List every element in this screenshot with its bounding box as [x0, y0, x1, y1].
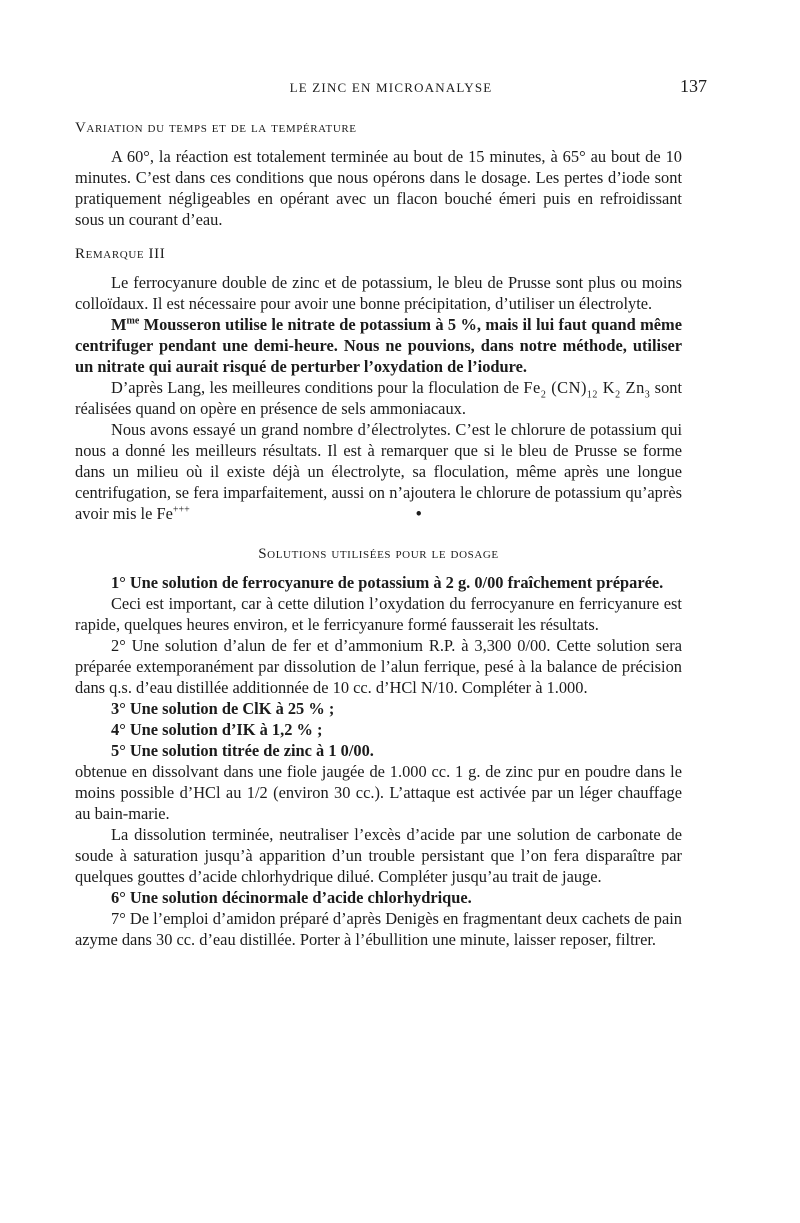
formula-zn: Zn [620, 378, 645, 397]
ink-dot: • [415, 504, 422, 523]
paragraph-colloids: Le ferrocyanure double de zinc et de potassium, le bleu de Prusse sont plus ou moins colloïdaux. Il est nécessaire pour avoir une bonne précipitation, d’utiliser un électrolyte. [75, 273, 682, 313]
honorific-sup: me [126, 315, 140, 327]
page-body [75, 118, 682, 950]
section-heading-remarque: Remarque III [75, 246, 166, 262]
honorific-m: M [111, 315, 127, 334]
section-heading-variation: Variation du temps et de la température [75, 120, 357, 136]
paragraph-lang [75, 377, 682, 419]
solution-item-6: 6° Une solution décinormale d’acide chlorhydrique. [111, 888, 472, 907]
formula-fe-sub: 2 [540, 389, 547, 401]
ferric-ion-charge: +++ [172, 504, 190, 516]
formula-fe: Fe [523, 378, 541, 397]
page-header [75, 76, 707, 100]
ferric-ion: Fe [156, 504, 173, 523]
electrolytes-text: Nous avons essayé un grand nombre d’électrolytes. C’est le chlorure de potassium qui nous a donné les meilleurs résultats. Il est à remarquer que si le bleu de Prusse se forme dans un milieu où il existe déjà un électrolyte, sa floculation, même après une longue centrifugation, se fera imparfaitement, aussi on n’ajoutera le chlorure de potassium qu’après avoir mis le [75, 420, 682, 523]
section-heading-solutions: Solutions utilisées pour le dosage [258, 546, 499, 562]
solution-item-7: 7° De l’emploi d’amidon préparé d’après Denigès en fragmentant deux cachets de pain azyme dans 30 cc. d’eau distillée. Porter à l’ébullition une minute, laisser reposer, filtrer. [75, 909, 682, 949]
solution-item-4: 4° Une solution d’IK à 1,2 % ; [111, 720, 323, 739]
paragraph-variation: A 60°, la réaction est totalement terminée au bout de 15 minutes, à 65° au bout de 10 minutes. C’est dans ces conditions que nous opérons dans le dosage. Les pertes d’iode sont pratiquement négligeables en opérant avec un flacon bouché émeri puis en refroidissant sous un courant d’eau. [75, 147, 682, 229]
running-title: LE ZINC EN MICROANALYSE [289, 80, 493, 95]
paragraph-mousseron [75, 314, 682, 377]
formula-cn: (CN) [546, 378, 587, 397]
mousseron-text: Mousseron utilise le nitrate de potassium à 5 %, mais il lui faut quand même centrifuger pendant une demi-heure. Nous ne pouvions, dans notre méthode, utiliser un nitrate qui aurait risqué de perturber l’oxydation de l’iodure. [75, 315, 682, 376]
solution-item-1-note: Ceci est important, car à cette dilution l’oxydation du ferrocyanure en ferricyanure est rapide, quelques heures environ, et le ferricyanure formé fausserait les résultats. [75, 594, 682, 634]
page-number: 137 [680, 76, 707, 96]
solution-item-1: 1° Une solution de ferrocyanure de potassium à 2 g. 0/00 fraîchement préparée. [111, 573, 664, 592]
solution-item-2: 2° Une solution d’alun de fer et d’ammonium R.P. à 3,300 0/00. Cette solution sera préparée extemporanément par dissolution de l’alun ferrique, pesé à la balance de précision dans q.s. d’eau distillée additionnée de 10 cc. d’HCl N/10. Compléter à 1.000. [75, 636, 682, 697]
solution-item-5: 5° Une solution titrée de zinc à 1 0/00. [111, 741, 374, 760]
formula-zn-sub: 3 [644, 389, 651, 401]
formula-cn-sub: 12 [586, 389, 598, 401]
solution-item-5-continuation: obtenue en dissolvant dans une fiole jaugée de 1.000 cc. 1 g. de zinc pur en poudre dans le moins possible d’HCl au 1/2 (environ 30 cc.). L’attaque est activée par un léger chauffage au bain-marie. [75, 762, 682, 823]
formula-k: K [597, 378, 616, 397]
solution-item-5-note: La dissolution terminée, neutraliser l’excès d’acide par une solution de carbonate de soude à saturation jusqu’à apparition d’un trouble persistant que l’on fera disparaître par quelques gouttes d’acide chlorhydrique dilué. Compléter jusqu’au trait de jauge. [75, 825, 682, 886]
chemical-formula [523, 378, 651, 401]
formula-k-sub: 2 [615, 389, 621, 401]
paragraph-electrolytes [75, 419, 682, 524]
solution-item-3: 3° Une solution de ClK à 25 % ; [111, 699, 335, 718]
lang-text-before: D’après Lang, les meilleures conditions pour la floculation de [111, 378, 524, 397]
lang-text-after: sont réalisées quand on opère en présence de sels ammoniacaux. [75, 378, 683, 418]
